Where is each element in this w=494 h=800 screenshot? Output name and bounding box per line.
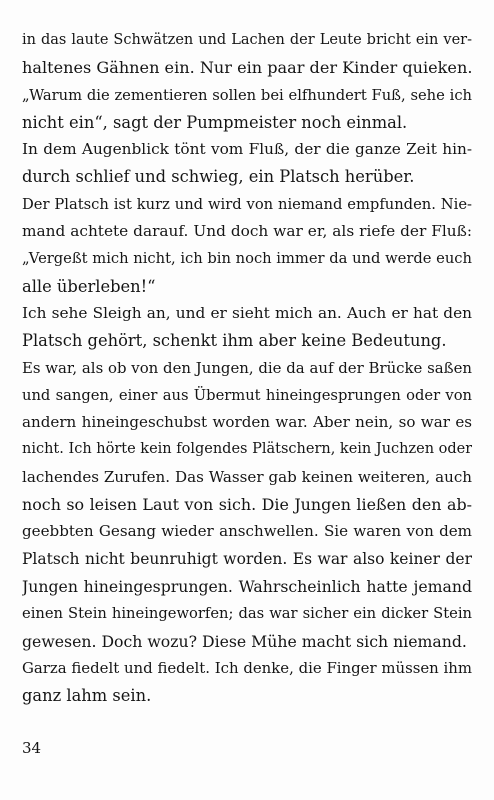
text-line: noch so leisen Laut von sich. Die Jungen ließen den ab- (22, 495, 472, 515)
text-line: Es war, als ob von den Jungen, die da auf der Brücke saßen (22, 358, 472, 377)
text-line: Garza fiedelt und fiedelt. Ich denke, die Finger müssen ihm (22, 658, 472, 677)
text-line: nicht. Ich hörte kein folgendes Plätschern, kein Juchzen oder (22, 441, 472, 458)
text-line: gewesen. Doch wozu? Diese Mühe macht sich niemand. (22, 631, 467, 651)
text-line: ganz lahm sein. (22, 686, 152, 706)
text-line: nicht ein“, sagt der Pumpmeister noch einmal. (22, 112, 408, 132)
text-line: „Vergeßt mich nicht, ich bin noch immer da und werde euch (22, 250, 472, 268)
text-line: Platsch gehört, schenkt ihm aber keine Bedeutung. (22, 331, 447, 351)
text-line: andern hineingeschubst worden war. Aber nein, so war es (22, 413, 472, 432)
page-number: 34 (22, 739, 42, 757)
text-line: Ich sehe Sleigh an, und er sieht mich an. Auch er hat den (22, 303, 472, 322)
text-line: In dem Augenblick tönt vom Fluß, der die ganze Zeit hin- (22, 140, 472, 159)
text-line: Jungen hineingesprungen. Wahrscheinlich hatte jemand (22, 576, 472, 596)
text-line: Der Platsch ist kurz und wird von niemand empfunden. Nie- (22, 195, 472, 213)
text-line: Platsch nicht beunruhigt worden. Es war also keiner der (22, 549, 472, 568)
text-line: lachendes Zurufen. Das Wasser gab keinen weiteren, auch (22, 467, 472, 486)
text-line: geebbten Gesang wieder anschwellen. Sie waren von dem (22, 522, 472, 541)
text-line: in das laute Schwätzen und Lachen der Leute bricht ein ver- (22, 32, 472, 48)
text-line: durch schlief und schwieg, ein Platsch herüber. (22, 167, 415, 187)
body-text (22, 27, 472, 709)
text-line: haltenes Gähnen ein. Nur ein paar der Kinder quieken. (22, 58, 472, 78)
text-line: einen Stein hineingeworfen; das war sicher ein dicker Stein (22, 605, 472, 623)
text-line: alle überleben!“ (22, 276, 156, 296)
text-line: „Warum die zementieren sollen bei elfhundert Fuß, sehe ich (22, 86, 472, 104)
text-line: und sangen, einer aus Übermut hineingesprungen oder von (22, 386, 472, 404)
text-line: mand achtete darauf. Und doch war er, als riefe der Fluß: (22, 222, 472, 241)
